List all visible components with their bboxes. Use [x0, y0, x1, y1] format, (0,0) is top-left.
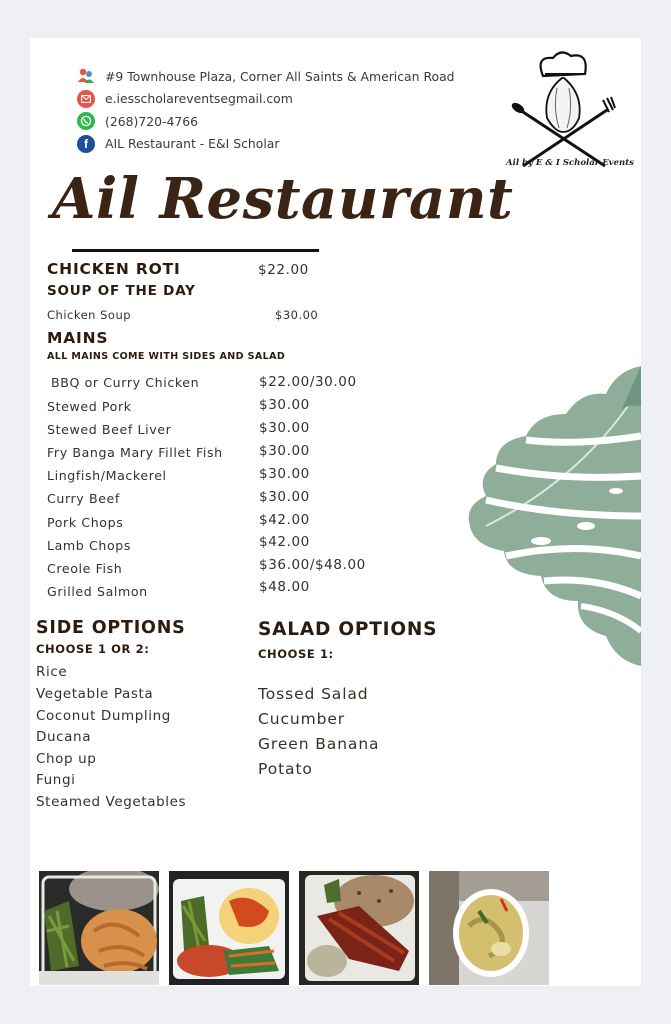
soup-item: Chicken Soup [47, 308, 132, 322]
side-item: Ducana [36, 729, 92, 745]
facebook-icon: f [77, 135, 95, 153]
soup-heading: SOUP OF THE DAY [47, 283, 196, 299]
side-item: Coconut Dumpling [36, 708, 171, 724]
main-item-price: $30.00 [259, 397, 310, 413]
main-item-name: Curry Beef [47, 491, 120, 506]
salad-item: Potato [258, 760, 313, 778]
chicken-roti-heading: CHICKEN ROTI [47, 260, 181, 278]
email-icon [77, 90, 95, 108]
whatsapp-icon [77, 112, 95, 130]
side-options-note: CHOOSE 1 OR 2: [36, 642, 150, 656]
main-item-name: Pork Chops [47, 515, 124, 530]
side-item: Chop up [36, 751, 97, 767]
email-row [77, 88, 455, 111]
main-item-name: Lingfish/Mackerel [47, 468, 167, 483]
salad-item: Tossed Salad [258, 685, 369, 703]
facebook-text[interactable]: AIL Restaurant - E&I Scholar [105, 136, 280, 152]
monstera-leaf-icon [466, 366, 641, 671]
main-item-name: Creole Fish [47, 561, 123, 576]
main-item-price: $42.00 [259, 512, 310, 528]
contact-block [77, 65, 455, 155]
main-item-name: Lamb Chops [47, 538, 132, 553]
food-photo-mashed [169, 871, 289, 985]
main-item-price: $48.00 [259, 579, 310, 595]
food-photo-soup [429, 871, 549, 985]
side-item: Fungi [36, 772, 76, 788]
main-item-price: $22.00/30.00 [259, 374, 357, 390]
salad-item: Green Banana [258, 735, 380, 753]
main-item-name: Fry Banga Mary Fillet Fish [47, 445, 223, 460]
side-item: Rice [36, 664, 68, 680]
main-item-name: Stewed Pork [47, 399, 132, 414]
food-photo-pasta [39, 871, 159, 985]
email-text[interactable]: e.iesscholareventsegmail.com [105, 91, 293, 107]
main-item-price: $42.00 [259, 534, 310, 550]
salad-options-heading: SALAD OPTIONS [258, 619, 438, 640]
title-underline [72, 249, 319, 252]
main-item-name: BBQ or Curry Chicken [51, 375, 200, 390]
side-item: Vegetable Pasta [36, 686, 154, 702]
menu-page [30, 38, 641, 986]
facebook-row [77, 133, 455, 156]
logo-caption: Ail by E & I Scholar Events [506, 158, 634, 168]
mains-heading: MAINS [47, 329, 109, 347]
main-item-price: $30.00 [259, 466, 310, 482]
side-item: Steamed Vegetables [36, 794, 187, 810]
soup-price: $30.00 [275, 308, 319, 322]
mains-note: ALL MAINS COME WITH SIDES AND SALAD [47, 351, 286, 362]
salad-options-note: CHOOSE 1: [258, 647, 334, 661]
main-item-price: $30.00 [259, 443, 310, 459]
side-options-heading: SIDE OPTIONS [36, 618, 186, 638]
salad-item: Cucumber [258, 710, 346, 728]
restaurant-title: Ail Restaurant [52, 166, 514, 232]
phone-text[interactable]: (268)720-4766 [105, 113, 198, 129]
main-item-price: $30.00 [259, 489, 310, 505]
location-people-icon [77, 67, 95, 85]
chicken-roti-price: $22.00 [258, 262, 309, 278]
food-photo-ribs [299, 871, 419, 985]
address-row [77, 65, 455, 88]
main-item-price: $36.00/$48.00 [259, 557, 366, 573]
address-text: #9 Townhouse Plaza, Corner All Saints & American Road [105, 68, 455, 84]
main-item-name: Grilled Salmon [47, 584, 148, 599]
phone-row [77, 110, 455, 133]
main-item-price: $30.00 [259, 420, 310, 436]
main-item-name: Stewed Beef Liver [47, 422, 172, 437]
